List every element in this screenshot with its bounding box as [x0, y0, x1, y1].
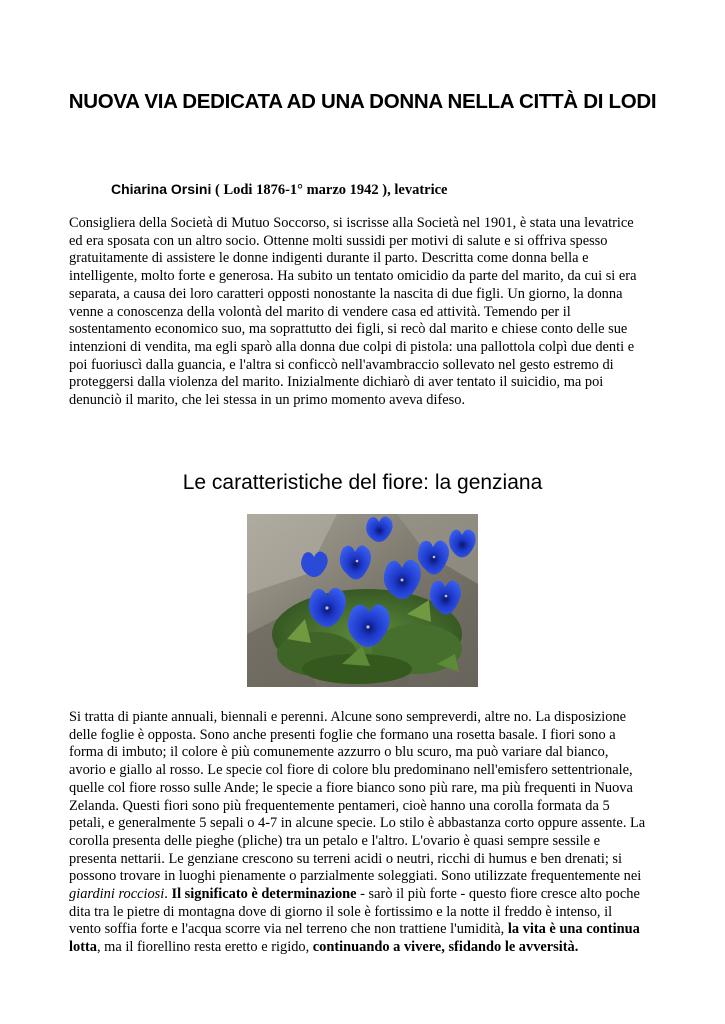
italic-text: giardini rocciosi — [69, 886, 165, 903]
paragraph-gentian — [69, 709, 659, 957]
paragraph-line: intelligente, molto forte e generosa. Ha subito un tentato omicidio da parte del marito, da cui si era — [69, 268, 637, 285]
paragraph-line: Si tratta di piante annuali, biennali e perenni. Alcune sono sempreverdi, altre no. La disposizione — [69, 709, 627, 725]
page-title: NUOVA VIA DEDICATA AD UNA DONNA NELLA CITTÀ DI LODI — [68, 90, 657, 113]
paragraph-line: Zelanda. Questi fiori sono più frequentemente pentameri, cioè hanno una corolla formata da 5 — [69, 797, 610, 814]
plain-text: - sarò il più forte - questo fiore cresce alto poche — [356, 886, 640, 903]
bold-text: Il significato è determinazione — [171, 886, 357, 903]
plain-text: vento soffia forte e l'acqua scorre via nel terreno che non trattiene l'umidità, — [69, 921, 508, 938]
paragraph-line — [69, 921, 659, 939]
bold-text: la vita è una continua — [507, 921, 640, 938]
paragraph-line: gratuitamente di assistere le donne indigenti durante il parto. Descritta come donna bella e — [69, 250, 589, 267]
paragraph-line: petali, e generalmente 5 sepali o 4-7 in alcune specie. Lo stilo è abbastanza corto oppure assente. La — [69, 815, 646, 832]
paragraph-line: sostentamento economico suo, ma soprattutto dei figli, si recò dal marito e chiese conto delle sue — [69, 321, 628, 338]
subtitle-details: ( Lodi 1876-1° marzo 1942 ), levatrice — [211, 182, 448, 198]
paragraph-line: ed era sposata con un altro socio. Ottenne molti sussidi per motivi di salute e si offriva spesso — [69, 232, 608, 249]
paragraph-line: venne a conoscenza della volontà del marito di vendere casa ed attività. Temendo per il — [69, 303, 571, 320]
paragraph-line: avorio e giallo al rosso. Le specie col fiore di colore blu predominano nell'emisfero settentrionale, — [69, 762, 633, 779]
bold-text: lotta — [69, 939, 97, 956]
paragraph-line: quelle col fiore rosso sulle Ande; le specie a fiore bianco sono più rare, ma più frequenti in Nuova — [69, 779, 633, 796]
paragraph-line: intenzioni di vendita, ma egli sparò alla donna due colpi di pistola: una pallottola colpì due denti e — [69, 338, 635, 355]
paragraph-line: possono trovare in luoghi pienamente o parzialmente soleggiati. Sono utilizzate frequentemente nei — [69, 868, 642, 885]
paragraph-line: Consigliera della Società di Mutuo Soccorso, si iscrisse alla Società nel 1901, è stata una levatrice — [69, 215, 634, 231]
subtitle — [111, 181, 448, 199]
gentian-photo — [247, 514, 478, 687]
paragraph-line — [69, 939, 659, 957]
paragraph-line: dita tra le pietre di montagna dove di giorno il sole è fortissimo e la notte il freddo è intenso, il — [69, 903, 613, 920]
paragraph-line: forma di imbuto; il colore è più comunemente azzurro o blu scuro, ma può variare dal bianco, — [69, 744, 609, 761]
paragraph-line: delle foglie è opposta. Sono anche presenti foglie che formano una rosetta basale. I fiori sono a — [69, 726, 616, 743]
plain-text: , ma il fiorellino resta eretto e rigido, — [96, 939, 313, 956]
paragraph-line: separata, a causa dei loro caratteri opposti nonostante la nascita di due figli. Un giorno, la donna — [69, 285, 623, 302]
paragraph-line: presenta nettarii. Le genziane crescono su terreni acidi o neutri, ricchi di humus e ben drenati; si — [69, 850, 623, 867]
plain-text: . — [164, 886, 172, 903]
paragraph-line — [69, 886, 659, 904]
bold-text: continuando a vivere, sfidando le avversità. — [312, 939, 579, 956]
paragraph-line: proteggersi dalla violenza del marito. Inizialmente dichiarò di aver tentato il suicidio, ma poi — [69, 374, 604, 391]
paragraph-line: denunciò il marito, che lei stessa in un primo momento aveva difeso. — [69, 392, 466, 409]
paragraph-line: poi fuoriuscì dalla guancia, e l'altra si conficcò nell'avambraccio sollevato nel gesto estremo di — [69, 356, 614, 373]
section-heading: Le caratteristiche del fiore: la genziana — [182, 471, 543, 494]
paragraph-biography — [69, 215, 659, 410]
subtitle-name: Chiarina Orsini — [111, 181, 212, 197]
paragraph-line: corolla presenta delle pieghe (pliche) tra un petalo e l'altro. L'ovario è quasi sempre sessile e — [69, 832, 601, 849]
